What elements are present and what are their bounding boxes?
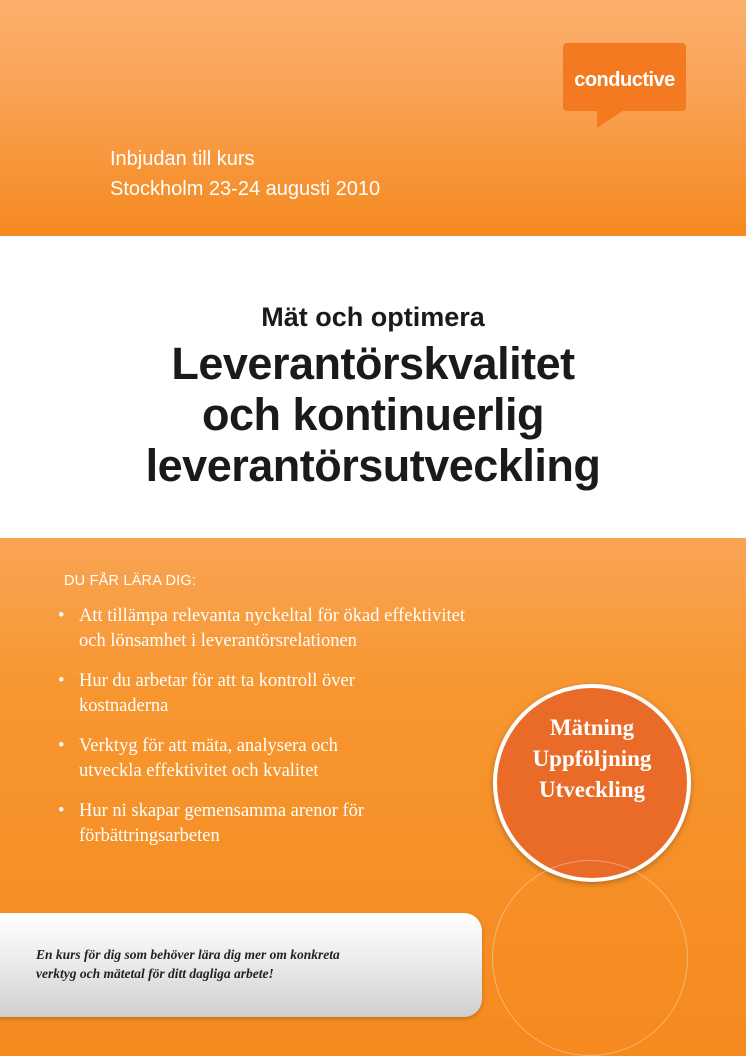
footer-line-2: verktyg och mätetal för ditt dagliga arbete! (36, 966, 274, 981)
list-item: • Hur ni skapar gemensamma arenor för förbättringsarbeten (58, 801, 365, 846)
invite-line-1: Inbjudan till kurs (110, 148, 255, 170)
bullet-icon: • (58, 606, 65, 626)
invite-line-2: Stockholm 23-24 augusti 2010 (110, 178, 381, 200)
bullet-icon: • (58, 671, 65, 691)
title-line-2: och kontinuerlig (201, 389, 544, 440)
title-line-3: leverantörsutveckling (145, 440, 601, 491)
list-item: • Verktyg för att mäta, analysera och utveckla effektivitet och kvalitet (58, 736, 338, 781)
logo: conductive (574, 69, 675, 91)
bullet-icon: • (58, 801, 65, 821)
learn-heading: DU FÅR LÄRA DIG: (64, 573, 197, 589)
footer-line-1: En kurs för dig som behöver lära dig mer om konkreta (36, 947, 340, 962)
footer-text (36, 945, 476, 983)
list-item: • Hur du arbetar för att ta kontroll över kostnaderna (58, 671, 355, 716)
title-line-1: Leverantörskvalitet (171, 338, 575, 389)
subtitle: Mät och optimera (261, 302, 485, 332)
learn-list (54, 604, 494, 864)
badge-line-1: Mätning (549, 715, 635, 740)
badge-line-2: Uppföljning (532, 746, 652, 771)
logo-speech-tail (597, 108, 627, 128)
badge-line-3: Utveckling (538, 777, 646, 802)
page-title (0, 338, 746, 491)
bullet-icon: • (58, 736, 65, 756)
invitation-text (110, 144, 380, 204)
list-item: • Att tillämpa relevanta nyckeltal för ökad effektivitet och lönsamhet i leverantörsrelationen (58, 606, 465, 651)
decorative-circle (492, 860, 688, 1056)
badge-text (493, 712, 691, 805)
